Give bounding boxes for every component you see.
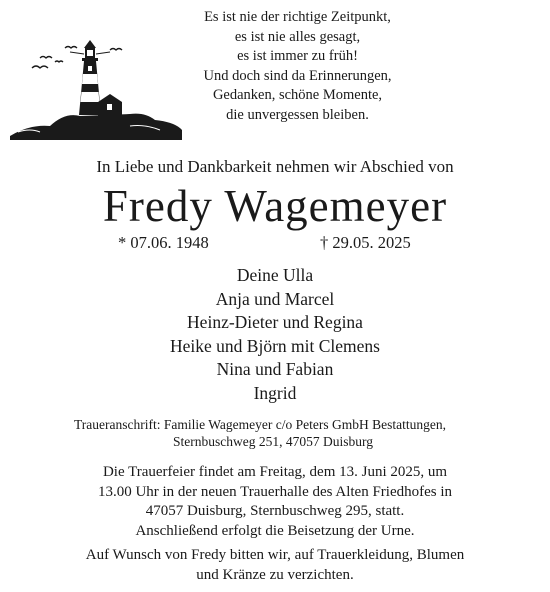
farewell-intro: In Liebe und Dankbarkeit nehmen wir Abschied von	[96, 157, 454, 176]
family-list	[0, 264, 550, 405]
address-line: Sternbuschweg 251, 47057 Duisburg	[173, 434, 373, 449]
family-member: Nina und Fabian	[216, 359, 334, 379]
ceremony-line: Anschließend erfolgt die Beisetzung der Urne.	[135, 522, 415, 539]
family-member: Ingrid	[253, 382, 297, 403]
family-member: Heinz-Dieter und Regina	[187, 312, 363, 332]
wish-line: Auf Wunsch von Fredy bitten wir, auf Trauerkleidung, Blumen	[85, 547, 465, 563]
poem-line: Gedanken, schöne Momente,	[212, 87, 383, 103]
poem-line: Und doch sind da Erinnerungen,	[203, 67, 392, 84]
family-member: Heike und Björn mit Clemens	[170, 335, 380, 356]
wish-line: und Kränze zu verzichten.	[196, 566, 354, 583]
poem-line: die unvergessen bleiben.	[226, 106, 369, 123]
birth-date: * 07.06. 1948	[118, 233, 209, 252]
family-member: Deine Ulla	[236, 265, 314, 285]
poem-line: es ist nie alles gesagt,	[234, 28, 361, 45]
ceremony-line: 13.00 Uhr in der neuen Trauerhalle des Alten Friedhofes in	[97, 483, 453, 500]
ceremony-line: Die Trauerfeier findet am Freitag, dem 13. Juni 2025, um	[102, 464, 448, 480]
lighthouse-illustration	[10, 40, 190, 150]
poem-line: Es ist nie der richtige Zeitpunkt,	[204, 9, 391, 25]
poem	[195, 8, 400, 125]
mourning-address	[74, 416, 494, 450]
deceased-name: Fredy Wagemeyer	[102, 181, 448, 231]
family-wish	[0, 546, 550, 585]
ceremony-line: 47057 Duisburg, Sternbuschweg 295, statt.	[145, 503, 405, 519]
ceremony-notice	[0, 463, 550, 541]
address-line: Traueranschrift: Familie Wagemeyer c/o Peters GmbH Bestattungen,	[74, 417, 446, 432]
birds-icon	[32, 47, 122, 69]
death-date: † 29.05. 2025	[320, 233, 411, 252]
family-member: Anja und Marcel	[215, 288, 335, 309]
poem-line: es ist immer zu früh!	[237, 48, 358, 64]
